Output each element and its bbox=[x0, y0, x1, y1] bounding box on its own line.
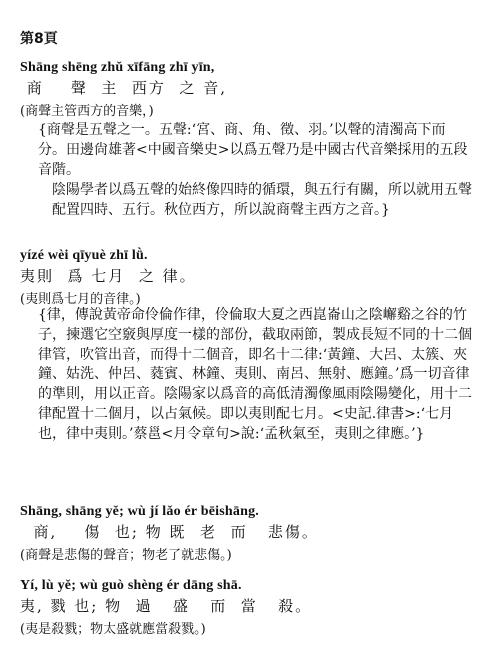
gloss-line: (商聲主管西方的音樂，) bbox=[20, 104, 154, 119]
entry-yize bbox=[20, 248, 197, 307]
gloss-line: (夷是殺戮；物太盛就應當殺戮。) bbox=[20, 622, 206, 637]
pinyin-line: Shāng shēng zhǔ xīfāng zhī yīn, bbox=[20, 60, 215, 75]
chinese-line: 商, 傷 也; 物 既 老 而 悲傷。 bbox=[20, 523, 319, 541]
commentary-paragraph: {商聲是五聲之一。五聲:‘宮、商、角、徵、羽。’以聲的清濁高下而分。田邊尙雄著<中國音樂史>以爲五聲乃是中國古代音樂採用的五段音階。 bbox=[38, 122, 468, 178]
chinese-line: 商 聲 主 西方 之 音, bbox=[20, 79, 227, 97]
pinyin-line: Yí, lù yě; wù guò shèng ér dāng shā. bbox=[20, 578, 242, 593]
commentary bbox=[38, 120, 472, 220]
entry-yi-lu bbox=[20, 578, 312, 637]
entry-shang-sheng bbox=[20, 60, 227, 119]
commentary-paragraph: {律，傳說黃帝命伶倫作律，伶倫取大夏之西崑崙山之陰嶰谿之谷的竹子，揀選它空竅與厚度一樣的部份，截取兩節，製成長短不同的十二個律管，吹管出音，而得十二個音，即名十二律:‘黃鐘、大呂、太簇、夾鐘、姑洗、仲呂、蕤賓、林鐘、夷則、南呂、無射、應鐘。’爲一切音律的準則，用以正音。陰陽家以爲音的高低清濁像風雨陰陽變化，用十二律配置十二個月，以占氣候。即以夷則配七月。<史記.律書>:‘七月也，律中夷則。’蔡邕<月令章句>說:‘孟秋氣至，夷則之律應。’} bbox=[38, 307, 472, 442]
chinese-line: 夷, 戮 也; 物 過 盛 而 當 殺。 bbox=[20, 597, 313, 615]
chinese-line: 夷則 爲 七月 之 律。 bbox=[20, 267, 197, 285]
commentary bbox=[38, 306, 472, 445]
entry-shang-shang bbox=[20, 504, 319, 563]
gloss-line: (商聲是悲傷的聲音；物老了就悲傷。) bbox=[20, 548, 232, 563]
pinyin-line: yízé wèi qīyuè zhī lǜ. bbox=[20, 248, 148, 263]
gloss-line: (夷則爲七月的音律。) bbox=[20, 292, 141, 307]
pinyin-line: Shāng, shāng yě; wù jí lǎo ér bēishāng. bbox=[20, 504, 259, 519]
page-number: 第8頁 bbox=[20, 31, 58, 47]
commentary-paragraph: 陰陽學者以爲五聲的始終像四時的循環，與五行有關，所以就用五聲配置四時、五行。秋位西方，所以說商聲主西方之音。} bbox=[52, 182, 472, 218]
